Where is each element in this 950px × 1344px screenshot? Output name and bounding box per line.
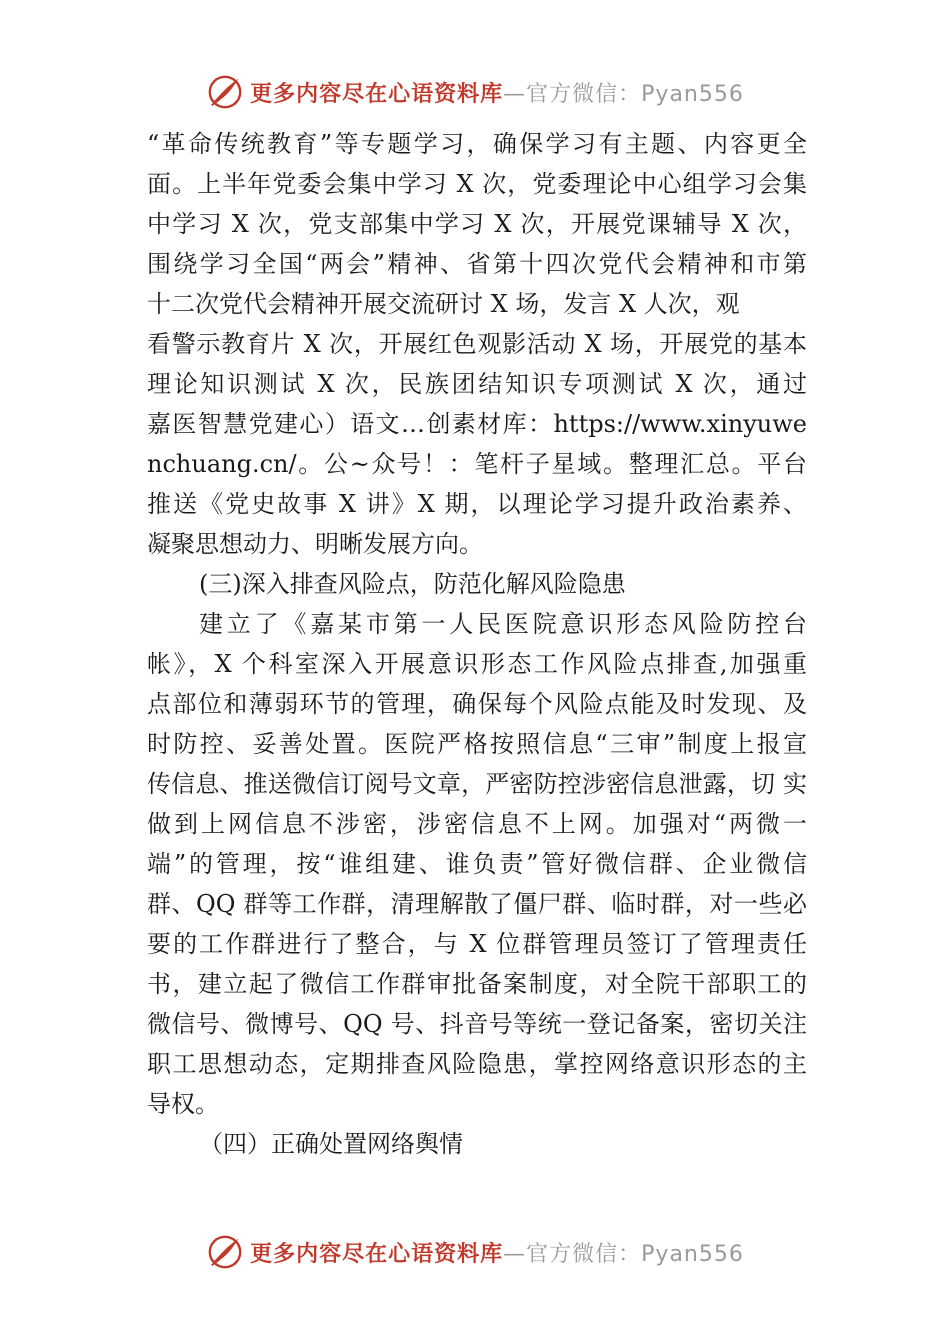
text-line: 理论知识测试 X 次，民族团结知识专项测试 X 次，通过 bbox=[147, 370, 807, 398]
quill-logo-icon bbox=[206, 1233, 244, 1271]
text-line: 十二次党代会精神开展交流研讨 X 场，发言 X 人次，观 bbox=[147, 290, 740, 318]
section-heading-4: （四）正确处置网络舆情 bbox=[199, 1130, 463, 1158]
watermark-brand: 更多内容尽在心语资料库 bbox=[250, 81, 504, 107]
text-line: 建立了《嘉某市第一人民医院意识形态风险防控台 bbox=[199, 610, 807, 638]
text-line: 传信息、推送微信订阅号文章，严密防控涉密信息泄露，切 实 bbox=[147, 770, 807, 798]
watermark-contact: 官方微信：Pyan556 bbox=[526, 1241, 744, 1267]
watermark-separator: — bbox=[503, 1241, 527, 1267]
text-line: 书，建立起了微信工作群审批备案制度，对全院干部职工的 bbox=[147, 970, 807, 998]
text-line: 帐》，X 个科室深入开展意识形态工作风险点排查,加强重 bbox=[147, 650, 807, 678]
footer-watermark bbox=[0, 1232, 950, 1272]
text-line: 职工思想动态，定期排查风险隐患，掌控网络意识形态的主 bbox=[147, 1050, 807, 1078]
section-heading-3: (三)深入排查风险点，防范化解风险隐患 bbox=[199, 570, 626, 598]
watermark-text bbox=[250, 77, 744, 108]
text-line: 面。上半年党委会集中学习 X 次，党委理论中心组学习会集 bbox=[147, 170, 807, 198]
watermark-brand: 更多内容尽在心语资料库 bbox=[250, 1241, 504, 1267]
paragraph-risk bbox=[147, 604, 807, 1124]
text-line: 端”的管理，按“谁组建、谁负责”管好微信群、企业微信 bbox=[147, 850, 807, 878]
text-line: 中学习 X 次，党支部集中学习 X 次，开展党课辅导 X 次， bbox=[147, 210, 807, 238]
watermark-separator: — bbox=[503, 81, 527, 107]
text-line: 要的工作群进行了整合，与 X 位群管理员签订了管理责任 bbox=[147, 930, 807, 958]
text-line: 时防控、妥善处置。医院严格按照信息“三审”制度上报宣 bbox=[147, 730, 807, 758]
document-body bbox=[147, 124, 807, 1164]
watermark-contact: 官方微信：Pyan556 bbox=[526, 81, 744, 107]
text-line: 点部位和薄弱环节的管理，确保每个风险点能及时发现、及 bbox=[147, 690, 807, 718]
text-line: 导权。 bbox=[147, 1090, 219, 1118]
text-line: 推送《党史故事 X 讲》X 期，以理论学习提升政治素养、 bbox=[147, 490, 807, 518]
text-line: “革命传统教育”等专题学习，确保学习有主题、内容更全 bbox=[147, 130, 807, 158]
text-line: 嘉医智慧党建心）语文…创素材库：https://www.xinyuwe bbox=[147, 410, 807, 438]
text-line: 微信号、微博号、QQ 号、抖音号等统一登记备案，密切关注 bbox=[147, 1010, 807, 1038]
paragraph-study bbox=[147, 124, 807, 564]
text-line: nchuang.cn/。公~众号！：笔杆子星域。整理汇总。平台 bbox=[147, 450, 807, 478]
text-line: 做到上网信息不涉密，涉密信息不上网。加强对“两微一 bbox=[147, 810, 807, 838]
watermark-text bbox=[250, 1237, 744, 1268]
header-watermark bbox=[0, 72, 950, 112]
quill-logo-icon bbox=[206, 73, 244, 111]
text-line: 群、QQ 群等工作群，清理解散了僵尸群、临时群，对一些必 bbox=[147, 890, 807, 918]
text-line: 围绕学习全国“两会”精神、省第十四次党代会精神和市第 bbox=[147, 250, 807, 278]
text-line: 凝聚思想动力、明晰发展方向。 bbox=[147, 530, 483, 558]
text-line: 看警示教育片 X 次，开展红色观影活动 X 场，开展党的基本 bbox=[147, 330, 807, 358]
